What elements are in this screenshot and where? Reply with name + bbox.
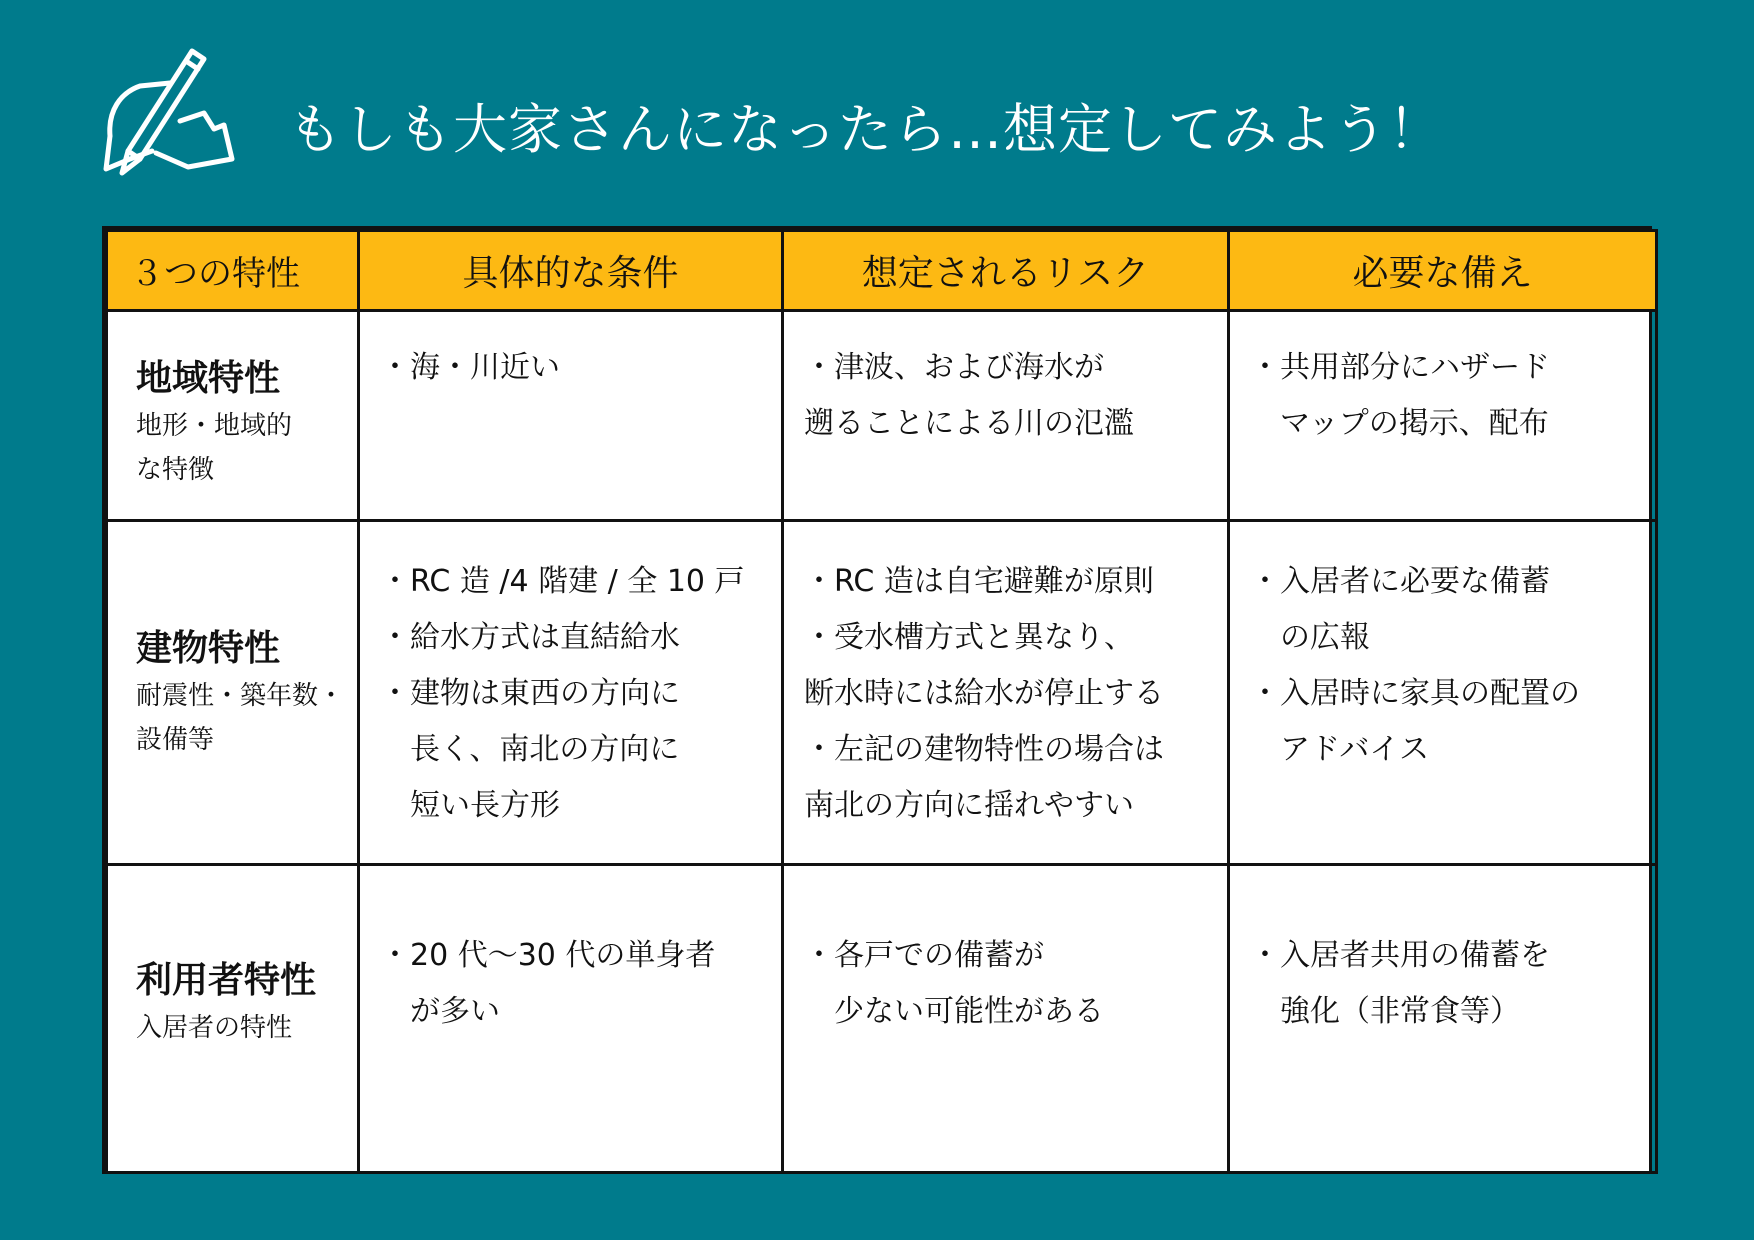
characteristics-table <box>102 226 1652 1174</box>
category-title: 建物特性 <box>136 627 281 669</box>
cell-line: ・建物は東西の方向に <box>380 676 680 711</box>
risks-cell <box>783 311 1229 521</box>
category-sub: 入居者の特性 <box>136 1013 293 1043</box>
cell-line: ・共用部分にハザード <box>1250 350 1550 385</box>
cell-line: ・20 代〜30 代の単身者 <box>380 938 716 973</box>
cell-line: ・津波、および海水が <box>804 350 1104 385</box>
cell-line: マップの掲示、配布 <box>1280 406 1549 441</box>
category-cell <box>107 311 359 521</box>
category-cell <box>107 865 359 1173</box>
cell-line: 断水時には給水が停止する <box>804 676 1164 711</box>
cell-line: ・各戸での備蓄が <box>804 938 1044 973</box>
cell-line: が多い <box>410 994 500 1029</box>
header-characteristics: ３つの特性 <box>107 231 359 311</box>
risks-cell <box>783 865 1229 1173</box>
preparations-cell <box>1229 311 1657 521</box>
cell-line: 長く、南北の方向に <box>410 732 680 767</box>
cell-line: 遡ることによる川の氾濫 <box>804 406 1134 441</box>
cell-line: ・海・川近い <box>380 350 560 385</box>
category-title: 地域特性 <box>136 358 281 399</box>
header-preparations: 必要な備え <box>1229 231 1657 311</box>
cell-line: ・左記の建物特性の場合は <box>804 732 1164 767</box>
preparations-cell <box>1229 865 1657 1173</box>
conditions-cell <box>359 521 783 865</box>
page-title: もしも大家さんになったら…想定してみよう！ <box>288 97 1443 161</box>
category-sub: な特徴 <box>136 455 215 485</box>
cell-line: ・受水槽方式と異なり、 <box>804 620 1134 655</box>
category-sub: 地形・地域的 <box>136 411 293 441</box>
header-conditions: 具体的な条件 <box>359 231 783 311</box>
category-sub: 設備等 <box>136 724 215 755</box>
category-sub: 耐震性・築年数・ <box>136 680 345 711</box>
preparations-cell <box>1229 521 1657 865</box>
cell-line: ・入居者共用の備蓄を <box>1250 938 1550 973</box>
category-title: 利用者特性 <box>136 960 317 1001</box>
cell-line: の広報 <box>1280 620 1370 655</box>
cell-line: ・入居者に必要な備蓄 <box>1250 564 1550 599</box>
cell-line: 南北の方向に揺れやすい <box>804 788 1134 823</box>
cell-line: 強化（非常食等） <box>1280 994 1520 1029</box>
cell-line: 短い長方形 <box>410 788 560 823</box>
header <box>100 40 1443 200</box>
conditions-cell <box>359 311 783 521</box>
cell-line: ・入居時に家具の配置の <box>1250 676 1580 711</box>
table-row <box>107 311 1657 521</box>
risks-cell <box>783 521 1229 865</box>
table-row <box>107 865 1657 1173</box>
table-row <box>107 521 1657 865</box>
cell-line: アドバイス <box>1280 732 1430 767</box>
pen-writing-icon <box>100 41 258 199</box>
header-risks: 想定されるリスク <box>783 231 1229 311</box>
category-cell <box>107 521 359 865</box>
table-header-row <box>107 231 1657 311</box>
cell-line: ・RC 造 /4 階建 / 全 10 戸 <box>380 564 745 599</box>
cell-line: ・RC 造は自宅避難が原則 <box>804 564 1154 599</box>
cell-line: 少ない可能性がある <box>834 994 1104 1029</box>
cell-line: ・給水方式は直結給水 <box>380 620 680 655</box>
conditions-cell <box>359 865 783 1173</box>
